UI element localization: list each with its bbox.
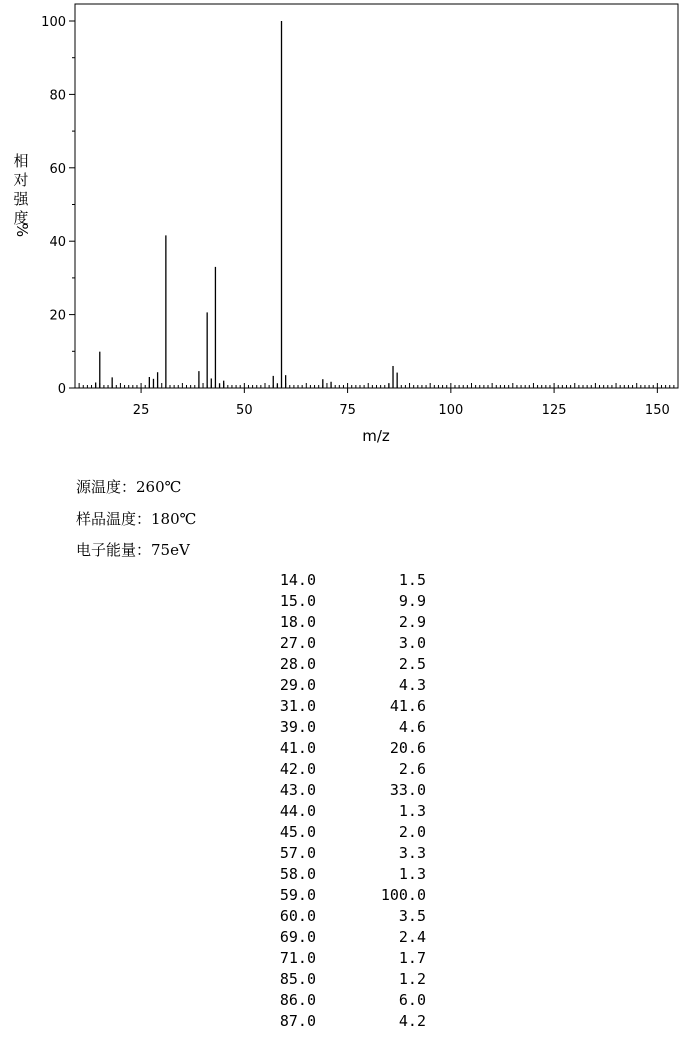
abundance-value: 2.4 [398,928,426,946]
spectrum-peaks [96,21,398,388]
table-row [262,990,426,1011]
svg-text:相: 相 [13,152,29,170]
abundance-value: 4.3 [398,676,426,694]
abundance-value: 1.5 [398,571,426,589]
mz-value: 85.0 [279,970,316,988]
x-tick-label: 100 [438,403,464,418]
mz-value: 86.0 [279,991,316,1009]
mz-value: 15.0 [279,592,316,610]
table-row [262,675,426,696]
y-tick-label: 100 [41,15,66,30]
x-tick-label: 50 [236,403,253,418]
abundance-value: 4.6 [398,718,426,736]
svg-text:强: 强 [13,190,29,208]
x-axis-ticks [133,388,670,418]
peak-table [262,570,426,1032]
mz-value: 41.0 [279,739,316,757]
sample-temperature [76,508,196,529]
source-temperature-text: 源温度：260℃ [76,478,182,496]
abundance-value: 1.3 [398,865,426,883]
y-axis-label [13,152,31,237]
abundance-value: 100.0 [380,886,426,904]
abundance-value: 6.0 [398,991,426,1009]
y-tick-label: 20 [49,308,66,324]
mz-value: 42.0 [279,760,316,778]
table-row [262,969,426,990]
abundance-value: 2.0 [398,823,426,841]
x-tick-label: 150 [644,403,670,418]
table-row [262,717,426,738]
mz-value: 57.0 [279,844,316,862]
table-row [262,654,426,675]
abundance-value: 3.3 [398,844,426,862]
mz-value: 28.0 [279,655,316,673]
source-temperature [76,476,181,497]
table-row [262,906,426,927]
abundance-value: 2.6 [398,760,426,778]
table-row [262,696,426,717]
abundance-value: 33.0 [389,781,426,799]
abundance-value: 2.9 [398,613,426,631]
abundance-value: 4.2 [398,1012,426,1030]
mz-value: 58.0 [279,865,316,883]
abundance-value: 3.0 [398,634,426,652]
x-axis-label: m/z [362,427,390,445]
mz-value: 45.0 [279,823,316,841]
y-tick-label: 0 [57,382,66,397]
mz-value: 31.0 [279,697,316,715]
table-row [262,738,426,759]
mz-value: 44.0 [279,802,316,820]
mz-value: 14.0 [279,571,316,589]
abundance-value: 3.5 [398,907,426,925]
x-tick-label: 125 [541,403,567,418]
abundance-value: 2.5 [398,655,426,673]
table-row [262,759,426,780]
table-row [262,591,426,612]
table-row [262,1011,426,1032]
abundance-value: 20.6 [389,739,426,757]
table-row [262,885,426,906]
mz-value: 29.0 [279,676,316,694]
y-tick-label: 40 [49,235,66,251]
table-row [262,864,426,885]
table-row [262,948,426,969]
abundance-value: 1.7 [398,949,426,967]
table-row [262,570,426,591]
abundance-value: 1.2 [398,970,426,988]
table-row [262,822,426,843]
svg-text:%: % [13,222,31,238]
y-tick-label: 80 [49,88,66,104]
mz-value: 87.0 [279,1012,316,1030]
table-row [262,612,426,633]
table-row [262,843,426,864]
abundance-value: 41.6 [389,697,426,715]
table-row [262,780,426,801]
electron-energy [76,539,190,560]
svg-text:对: 对 [13,171,29,189]
table-row [262,927,426,948]
sample-temperature-text: 样品温度：180℃ [76,510,197,528]
svg-text:度: 度 [13,209,29,227]
mz-value: 18.0 [279,613,316,631]
mz-value: 60.0 [279,907,316,925]
mz-value: 39.0 [279,718,316,736]
table-row [262,633,426,654]
table-row [262,801,426,822]
y-tick-label: 60 [49,161,66,177]
mz-value: 71.0 [279,949,316,967]
mz-value: 59.0 [279,886,316,904]
abundance-value: 9.9 [398,592,426,610]
x-tick-label: 25 [132,403,150,418]
x-tick-label: 75 [339,403,356,418]
abundance-value: 1.3 [398,802,426,820]
mz-value: 43.0 [279,781,316,799]
mz-value: 69.0 [279,928,316,946]
electron-energy-text: 电子能量：75eV [76,541,190,559]
mass-spectrum-chart [0,0,680,450]
mz-value: 27.0 [279,634,316,652]
y-axis-ticks [41,15,75,397]
